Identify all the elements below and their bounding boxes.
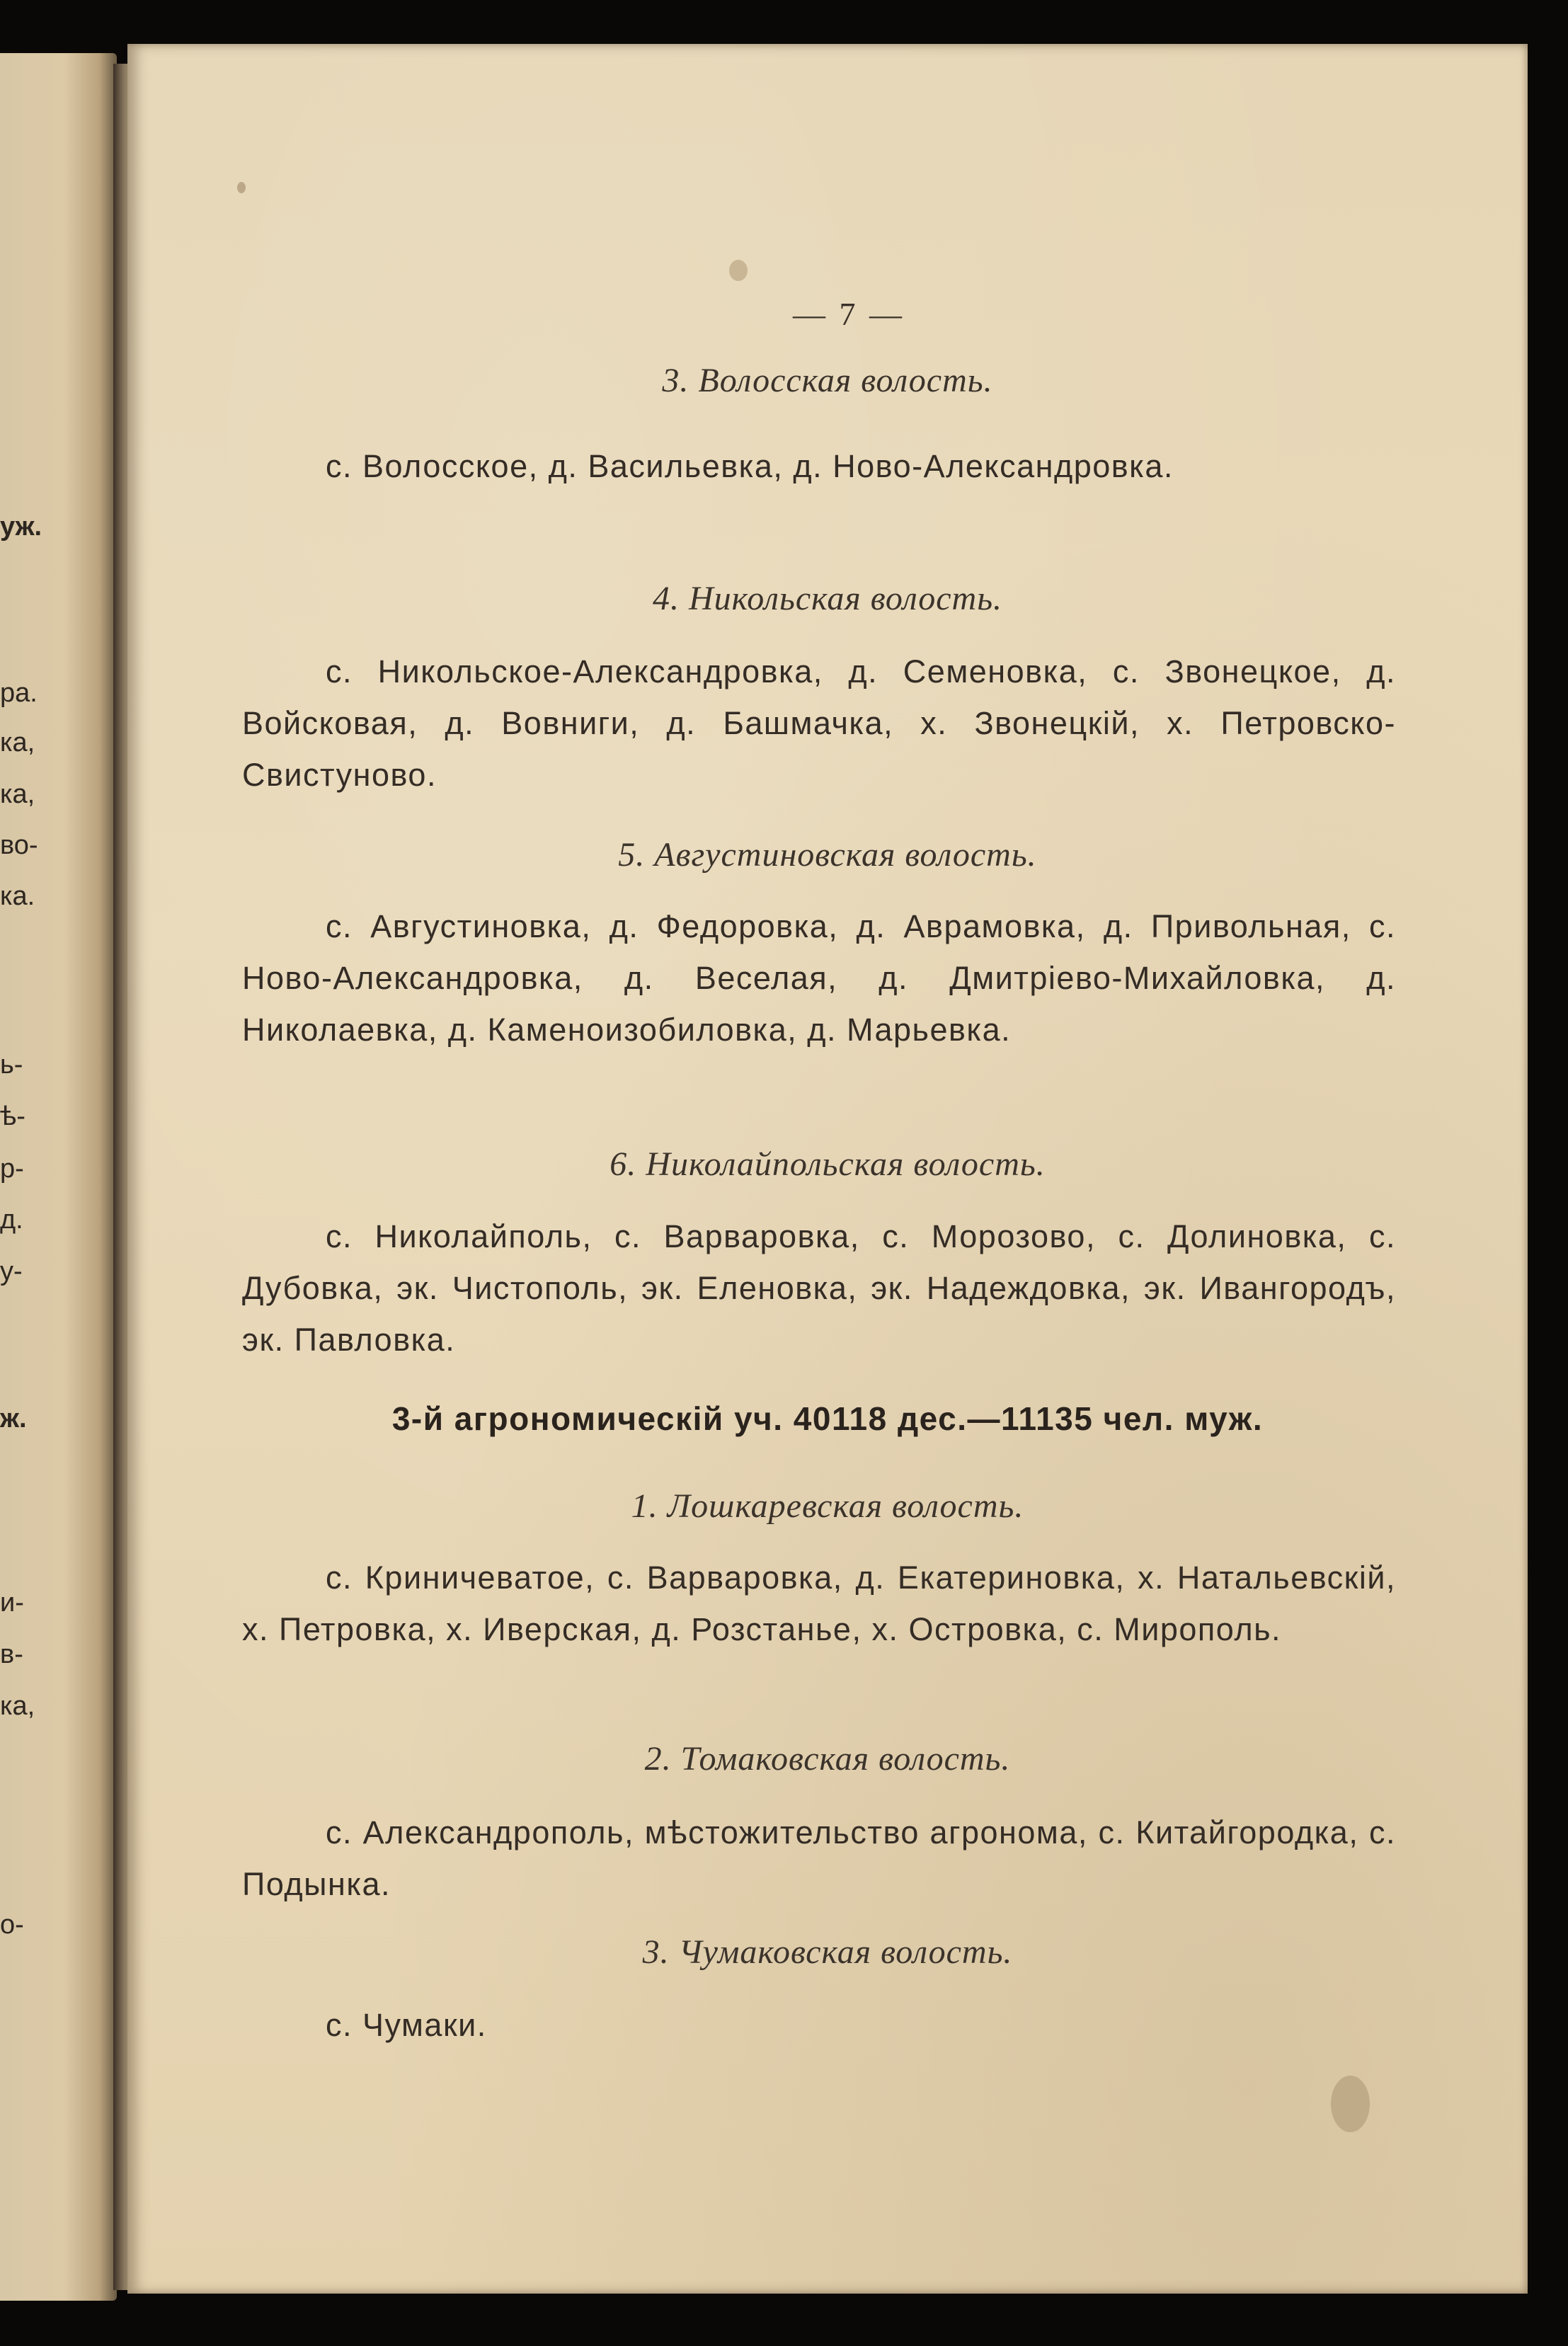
section-heading: 3. Чумаковская волость. — [642, 1933, 1013, 1971]
left-fragment: ж. — [0, 1404, 27, 1434]
left-fragment: ѣ- — [0, 1102, 25, 1131]
section-text: с. Никольское-Александровка, д. Семеновка, с. Звонецкое, д. Войсковая, д. Вовниги, д. Башмачка, х. Звонецкій, х. Петровско-Свистуново. — [242, 653, 1396, 793]
left-fragment: в- — [0, 1640, 23, 1669]
section-heading: 6. Николайпольская волость. — [610, 1145, 1046, 1183]
left-fragment: ь- — [0, 1050, 23, 1080]
section-heading: 4. Никольская волость. — [652, 580, 1003, 617]
section-heading: 3. Волосская волость. — [662, 362, 993, 399]
district-title: 3-й агрономическій уч. 40118 дес.—11135 чел. муж. — [391, 1400, 1264, 1437]
main-page — [127, 44, 1528, 2294]
left-fragment: уж. — [0, 512, 42, 542]
left-fragment: д. — [0, 1205, 23, 1235]
ink-spot — [729, 260, 748, 281]
left-fragment: ка. — [0, 881, 35, 911]
section-text: с. Криничеватое, с. Варваровка, д. Екатериновка, х. Натальевскій, х. Петровка, х. Иверская, д. Розстанье, х. Островка, с. Мирополь. — [242, 1560, 1396, 1647]
left-fragment: о- — [0, 1910, 24, 1940]
section-text: с. Волосское, д. Васильевка, д. Ново-Александровка. — [326, 448, 1174, 484]
left-page-edge — [0, 53, 117, 2301]
left-fragment: и- — [0, 1588, 24, 1618]
left-fragment: во- — [0, 830, 38, 860]
ink-spot — [237, 182, 246, 193]
section-heading: 5. Августиновская волость. — [618, 836, 1037, 874]
section-text: с. Августиновка, д. Федоровка, д. Аврамовка, д. Привольная, с. Ново-Александровка, д. Веселая, д. Дмитріево-Михайловка, д. Николаевка, д. Каменоизобиловка, д. Марьевка. — [242, 908, 1396, 1048]
page-number: — 7 — — [793, 296, 905, 332]
section-heading: 2. Томаковская волость. — [644, 1740, 1011, 1778]
left-fragment: у- — [0, 1257, 23, 1286]
left-fragment: ра. — [0, 678, 38, 708]
section-text: с. Александрополь, мѣстожительство агронома, с. Китайгородка, с. Подынка. — [242, 1814, 1396, 1902]
left-fragment: ка, — [0, 779, 35, 809]
section-text: с. Николайполь, с. Варваровка, с. Морозово, с. Долиновка, с. Дубовка, эк. Чистополь, эк. Еленовка, эк. Надеждовка, эк. Ивангородъ, эк. Павловка. — [242, 1218, 1396, 1358]
left-fragment: р- — [0, 1154, 24, 1184]
left-fragment: ка, — [0, 1691, 35, 1721]
stain — [1331, 2076, 1370, 2132]
left-fragment: ка, — [0, 728, 35, 757]
section-text: с. Чумаки. — [326, 2007, 487, 2043]
section-heading: 1. Лошкаревская волость. — [631, 1487, 1024, 1525]
